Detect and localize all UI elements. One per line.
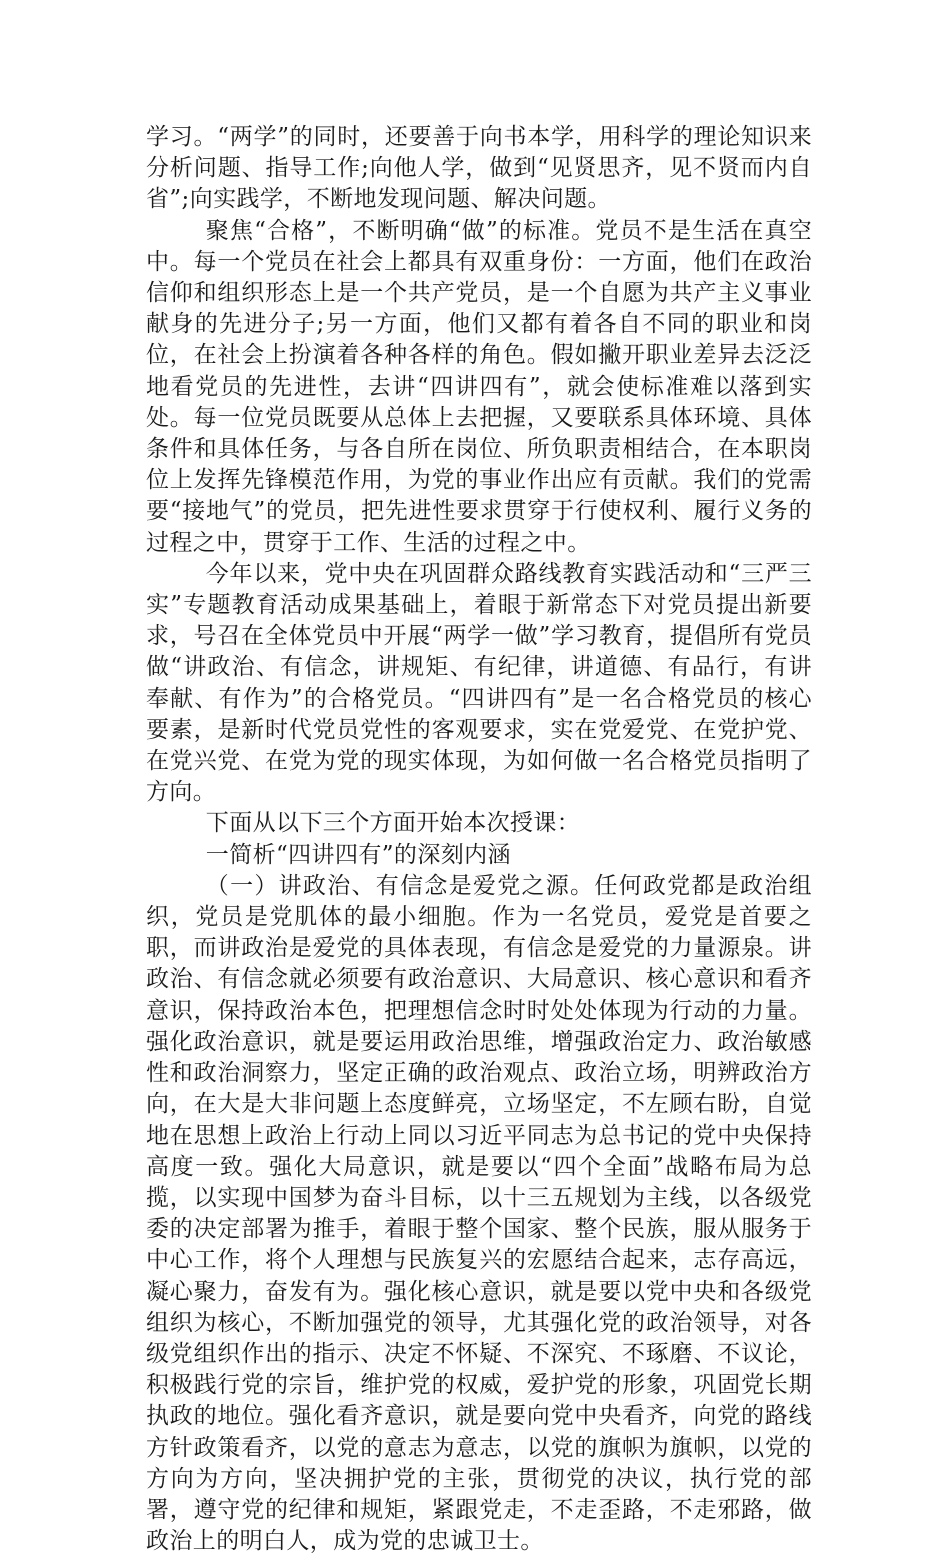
paragraph-qualified-standard: 聚焦“合格”，不断明确“做”的标准。党员不是生活在真空中。每一个党员在社会上都具有双重身份：一方面，他们在政治信仰和组织形态上是一个共产党员，是一个自愿为共产主义事业献身的先进分子;另一方面，他们又都有着各自不同的职业和岗位，在社会上扮演着各种各样的角色。假如撇开职业差异去泛泛地看党员的先进性，去讲“四讲四有”，就会使标准难以落到实处。每一位党员既要从总体上去把握，又要联系具体环境、具体条件和具体任务，与各自所在岗位、所负职责相结合，在本职岗位上发挥先锋模范作用，为党的事业作出应有贡献。我们的党需要“接地气”的党员，把先进性要求贯穿于行使权利、履行义务的过程之中，贯穿于工作、生活的过程之中。 [146,217,812,556]
paragraph-continuation: 学习。“两学”的同时，还要善于向书本学，用科学的理论知识来分析问题、指导工作;向他人学，做到“见贤思齐，见不贤而内自省”;向实践学，不断地发现问题、解决问题。 [146,124,812,213]
section-heading: 一简析“四讲四有”的深刻内涵 [205,841,511,868]
paragraph-this-year: 今年以来，党中央在巩固群众路线教育实践活动和“三严三实”专题教育活动成果基础上，着眼于新常态下对党员提出新要求，号召在全体党员中开展“两学一做”学习教育，提倡所有党员做“讲政治、有信念，讲规矩、有纪律，讲道德、有品行，有讲奉献、有作为”的合格党员。“四讲四有”是一名合格党员的核心要素，是新时代党员党性的客观要求，实在党爱党、在党护党、在党兴党、在党为党的现实体现，为如何做一名合格党员指明了方向。 [146,560,812,806]
document-body [146,122,812,1557]
paragraph-lecture-intro: 下面从以下三个方面开始本次授课： [205,810,581,837]
paragraph-politics-belief: （一）讲政治、有信念是爱党之源。任何政党都是政治组织，党员是党肌体的最小细胞。作为一名党员，爱党是首要之职，而讲政治是爱党的具体表现，有信念是爱党的力量源泉。讲政治、有信念就必须要有政治意识、大局意识、核心意识和看齐意识，保持政治本色，把理想信念时时处处体现为行动的力量。强化政治意识，就是要运用政治思维，增强政治定力、政治敏感性和政治洞察力，坚定正确的政治观点、政治立场，明辨政治方向，在大是大非问题上态度鲜亮，立场坚定，不左顾右盼，自觉地在思想上政治上行动上同以习近平同志为总书记的党中央保持高度一致。强化大局意识，就是要以“四个全面”战略布局为总揽，以实现中国梦为奋斗目标，以十三五规划为主线，以各级党委的决定部署为推手，着眼于整个国家、整个民族，服从服务于中心工作，将个人理想与民族复兴的宏愿结合起来，志存高远，凝心聚力，奋发有为。强化核心意识，就是要以党中央和各级党组织为核心，不断加强党的领导，尤其强化党的政治领导，对各级党组织作出的指示、决定不怀疑、不深究、不琢磨、不议论，积极践行党的宗旨，维护党的权威，爱护党的形象，巩固党长期执政的地位。强化看齐意识，就是要向党中央看齐，向党的路线方针政策看齐，以党的意志为意志，以党的旗帜为旗帜，以党的方向为方向，坚决拥护党的主张，贯彻党的决议，执行党的部署，遵守党的纪律和规矩，紧跟党走，不走歪路，不走邪路，做政治上的明白人，成为党的忠诚卫士。 [146,872,812,1555]
